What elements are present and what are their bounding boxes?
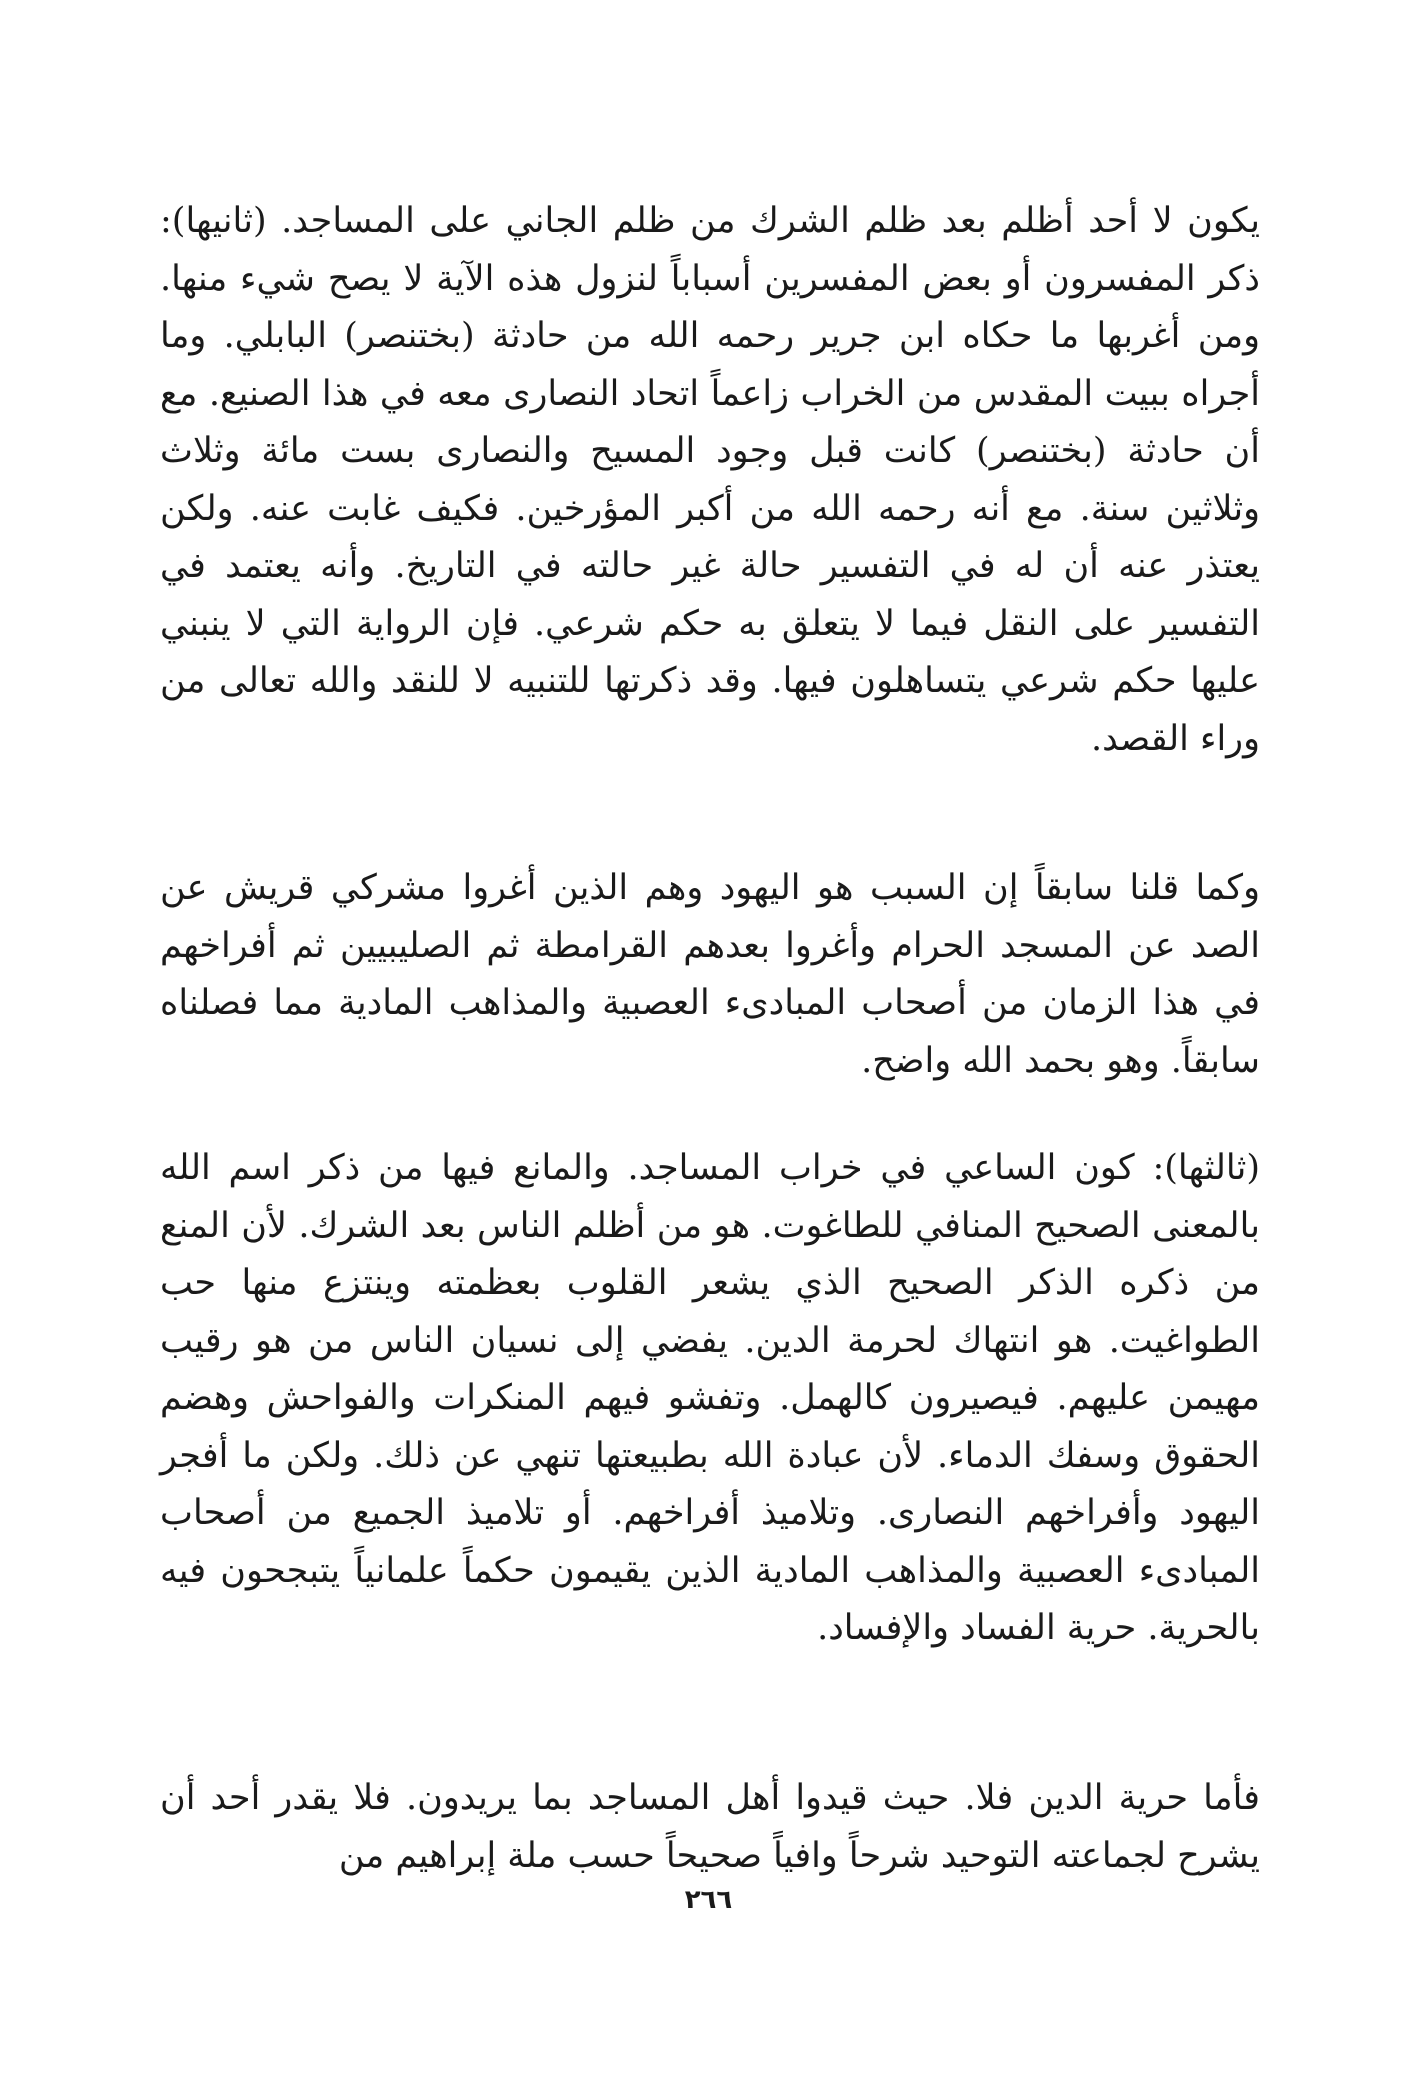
text-block-4	[160, 1770, 1260, 1885]
paragraph-3: (ثالثها): كون الساعي في خراب المساجد. والمانع فيها من ذكر اسم الله بالمعنى الصحيح المنافي للطاغوت. هو من أظلم الناس بعد الشرك. لأن المنع من ذكره الذكر الصحيح الذي يشعر القلوب بعظمته وينتزع منها حب الطواغيت. هو انتهاك لحرمة الدين. يفضي إلى نسيان الناس من هو رقيب مهيمن عليهم. فيصيرون كالهمل. وتفشو فيهم المنكرات والفواحش وهضم الحقوق وسفك الدماء. لأن عبادة الله بطبيعتها تنهي عن ذلك. ولكن ما أفجر اليهود وأفراخهم النصارى. وتلاميذ أفراخهم. أو تلاميذ الجميع من أصحاب المبادىء العصبية والمذاهب المادية الذين يقيمون حكماً علمانياً يتبجحون فيه بالحرية. حرية الفساد والإفساد.	[160, 1148, 1260, 1648]
paragraph-4: فأما حرية الدين فلا. حيث قيدوا أهل المساجد بما يريدون. فلا يقدر أحد أن يشرح لجماعته التوحيد شرحاً وافياً صحيحاً حسب ملة إبراهيم من	[160, 1778, 1260, 1876]
paragraph-2: وكما قلنا سابقاً إن السبب هو اليهود وهم الذين أغروا مشركي قريش عن الصد عن المسجد الحرام وأغروا بعدهم القرامطة ثم الصليبيين ثم أفراخهم في هذا الزمان من أصحاب المبادىء العصبية والمذاهب المادية مما فصلناه سابقاً. وهو بحمد الله واضح.	[160, 868, 1260, 1081]
page-number: ٢٦٦	[684, 1885, 733, 1915]
text-block-3	[160, 1140, 1260, 1658]
text-block-2	[160, 860, 1260, 1090]
text-block-1	[160, 193, 1260, 768]
paragraph-1: يكون لا أحد أظلم بعد ظلم الشرك من ظلم الجاني على المساجد. (ثانيها): ذكر المفسرون أو بعض المفسرين أسباباً لنزول هذه الآية لا يصح شيء منها. ومن أغربها ما حكاه ابن جرير رحمه الله من حادثة (بختنصر) البابلي. وما أجراه ببيت المقدس من الخراب زاعماً اتحاد النصارى معه في هذا الصنيع. مع أن حادثة (بختنصر) كانت قبل وجود المسيح والنصارى بست مائة وثلاث وثلاثين سنة. مع أنه رحمه الله من أكبر المؤرخين. فكيف غابت عنه. ولكن يعتذر عنه أن له في التفسير حالة غير حالته في التاريخ. وأنه يعتمد في التفسير على النقل فيما لا يتعلق به حكم شرعي. فإن الرواية التي لا ينبني عليها حكم شرعي يتساهلون فيها. وقد ذكرتها للتنبيه لا للنقد والله تعالى من وراء القصد.	[160, 201, 1260, 759]
